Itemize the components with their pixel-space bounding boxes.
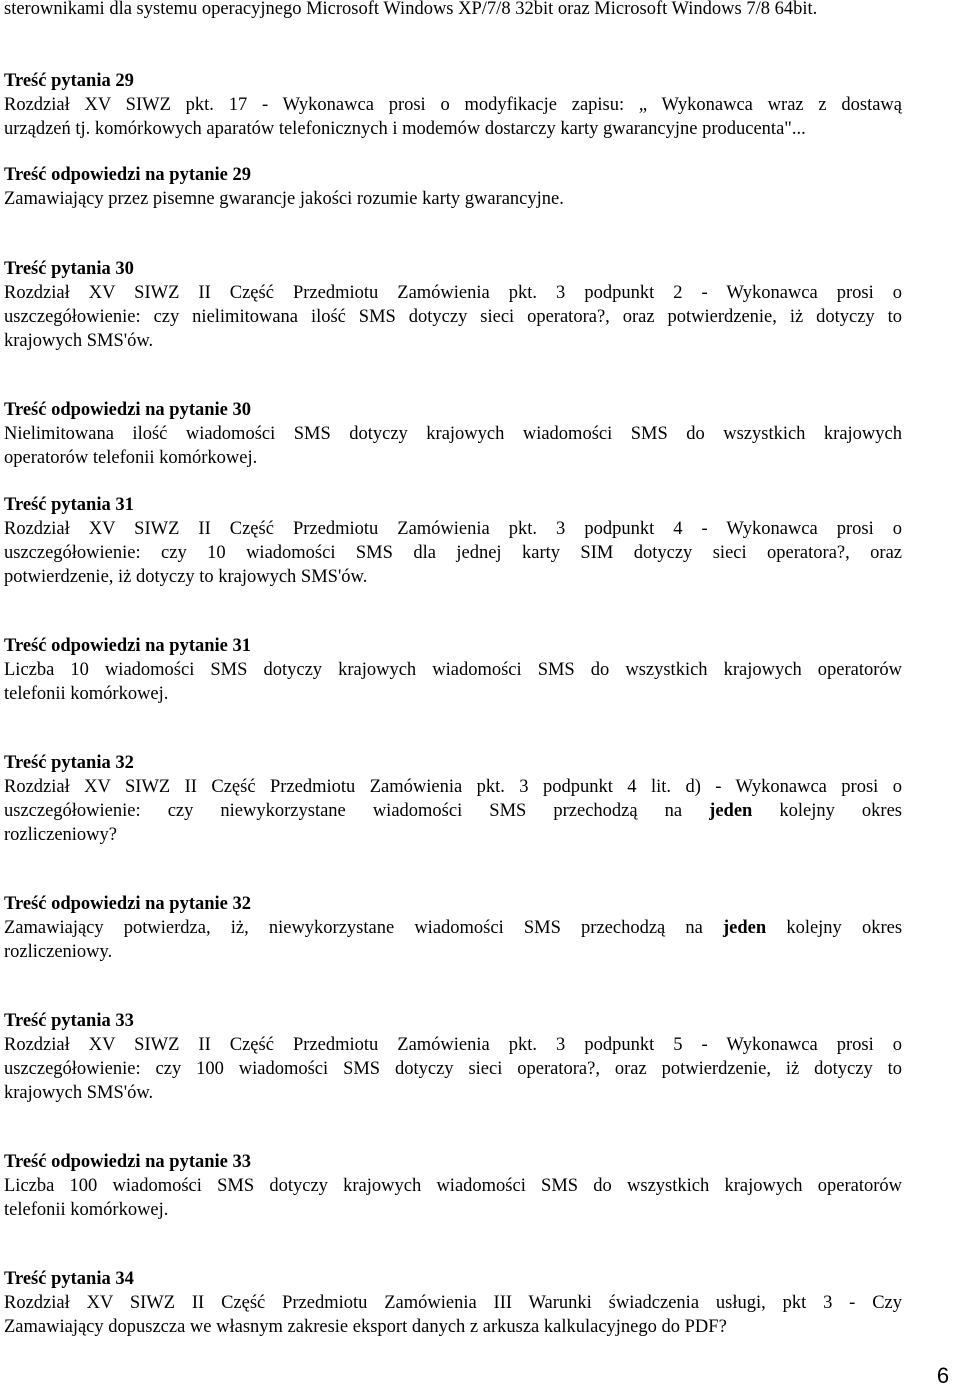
- answer-33-line-1: Liczba 100 wiadomości SMS dotyczy krajowych wiadomości SMS do wszystkich krajowych operatorów: [4, 1176, 902, 1196]
- question-29-heading: Treść pytania 29: [4, 71, 134, 91]
- answer-32-line-1: [4, 916, 902, 940]
- answer-30-line-2: operatorów telefonii komórkowej.: [4, 448, 258, 468]
- answer-30: [4, 398, 902, 470]
- intro-text: [4, 0, 902, 21]
- question-32-line-2-text: uszczegółowienie: czy niewykorzystane wiadomości SMS przechodzą na: [4, 801, 683, 821]
- question-34-heading: Treść pytania 34: [4, 1269, 134, 1289]
- question-34-line-1: Rozdział XV SIWZ II Część Przedmiotu Zamówienia III Warunki świadczenia usługi, pkt 3 - Czy: [4, 1293, 902, 1313]
- answer-32-heading: Treść odpowiedzi na pytanie 32: [4, 894, 252, 914]
- question-33-heading: Treść pytania 33: [4, 1011, 134, 1031]
- answer-29: [4, 163, 902, 211]
- question-30-line-1: Rozdział XV SIWZ II Część Przedmiotu Zamówienia pkt. 3 podpunkt 2 - Wykonawca prosi o: [4, 283, 902, 303]
- page-number: 6: [936, 1363, 950, 1388]
- question-30-heading: Treść pytania 30: [4, 259, 134, 279]
- question-32-heading: Treść pytania 32: [4, 753, 134, 773]
- answer-32-line-1-tail: kolejny okres: [786, 918, 903, 938]
- answer-32: [4, 892, 902, 964]
- question-33-line-3: krajowych SMS'ów.: [4, 1083, 154, 1103]
- question-30: [4, 257, 902, 353]
- question-31: [4, 493, 902, 589]
- intro-line: sterownikami dla systemu operacyjnego Microsoft Windows XP/7/8 32bit oraz Microsoft Windows 7/8 64bit.: [4, 0, 818, 19]
- question-32-line-1: Rozdział XV SIWZ II Część Przedmiotu Zamówienia pkt. 3 podpunkt 4 lit. d) - Wykonawca prosi o: [4, 777, 902, 797]
- question-30-line-2: uszczegółowienie: czy nielimitowana ilość SMS dotyczy sieci operatora?, oraz potwierdzenie, iż dotyczy to: [4, 307, 902, 327]
- answer-33: [4, 1150, 902, 1222]
- question-33-line-1: Rozdział XV SIWZ II Część Przedmiotu Zamówienia pkt. 3 podpunkt 5 - Wykonawca prosi o: [4, 1035, 902, 1055]
- question-32: [4, 751, 902, 847]
- question-30-line-3: krajowych SMS'ów.: [4, 331, 154, 351]
- question-32-line-3: rozliczeniowy?: [4, 825, 117, 845]
- answer-31-heading: Treść odpowiedzi na pytanie 31: [4, 636, 252, 656]
- question-31-line-1: Rozdział XV SIWZ II Część Przedmiotu Zamówienia pkt. 3 podpunkt 4 - Wykonawca prosi o: [4, 519, 902, 539]
- answer-30-heading: Treść odpowiedzi na pytanie 30: [4, 400, 252, 420]
- question-32-emphasis: jeden: [709, 801, 753, 821]
- answer-31-line-2: telefonii komórkowej.: [4, 684, 169, 704]
- question-29-line-1: Rozdział XV SIWZ pkt. 17 - Wykonawca prosi o modyfikacje zapisu: „ Wykonawca wraz z dostawą: [4, 95, 902, 115]
- answer-32-line-2: rozliczeniowy.: [4, 942, 113, 962]
- question-29-line-2: urządzeń tj. komórkowych aparatów telefonicznych i modemów dostarczy karty gwarancyjne producenta"...: [4, 119, 806, 139]
- answer-30-line-1: Nielimitowana ilość wiadomości SMS dotyczy krajowych wiadomości SMS do wszystkich krajowych: [4, 424, 902, 444]
- answer-31-line-1: Liczba 10 wiadomości SMS dotyczy krajowych wiadomości SMS do wszystkich krajowych operatorów: [4, 660, 902, 680]
- question-31-heading: Treść pytania 31: [4, 495, 134, 515]
- question-29: [4, 69, 902, 141]
- question-32-line-2: [4, 799, 902, 823]
- question-33: [4, 1009, 902, 1105]
- answer-32-line-1-text: Zamawiający potwierdza, iż, niewykorzystane wiadomości SMS przechodzą na: [4, 918, 703, 938]
- question-31-line-3: potwierdzenie, iż dotyczy to krajowych SMS'ów.: [4, 567, 368, 587]
- answer-31: [4, 634, 902, 706]
- answer-32-emphasis: jeden: [723, 918, 767, 938]
- answer-33-heading: Treść odpowiedzi na pytanie 33: [4, 1152, 252, 1172]
- answer-33-line-2: telefonii komórkowej.: [4, 1200, 169, 1220]
- answer-29-heading: Treść odpowiedzi na pytanie 29: [4, 165, 252, 185]
- question-33-line-2: uszczegółowienie: czy 100 wiadomości SMS dotyczy sieci operatora?, oraz potwierdzenie, iż dotyczy to: [4, 1059, 902, 1079]
- question-32-line-2-tail: kolejny okres: [779, 801, 903, 821]
- question-34-line-2: Zamawiający dopuszcza we własnym zakresie eksport danych z arkusza kalkulacyjnego do PDF?: [4, 1317, 727, 1337]
- question-31-line-2: uszczegółowienie: czy 10 wiadomości SMS dla jednej karty SIM dotyczy sieci operatora?, oraz: [4, 543, 902, 563]
- answer-29-line-1: Zamawiający przez pisemne gwarancje jakości rozumie karty gwarancyjne.: [4, 189, 564, 209]
- question-34: [4, 1267, 902, 1339]
